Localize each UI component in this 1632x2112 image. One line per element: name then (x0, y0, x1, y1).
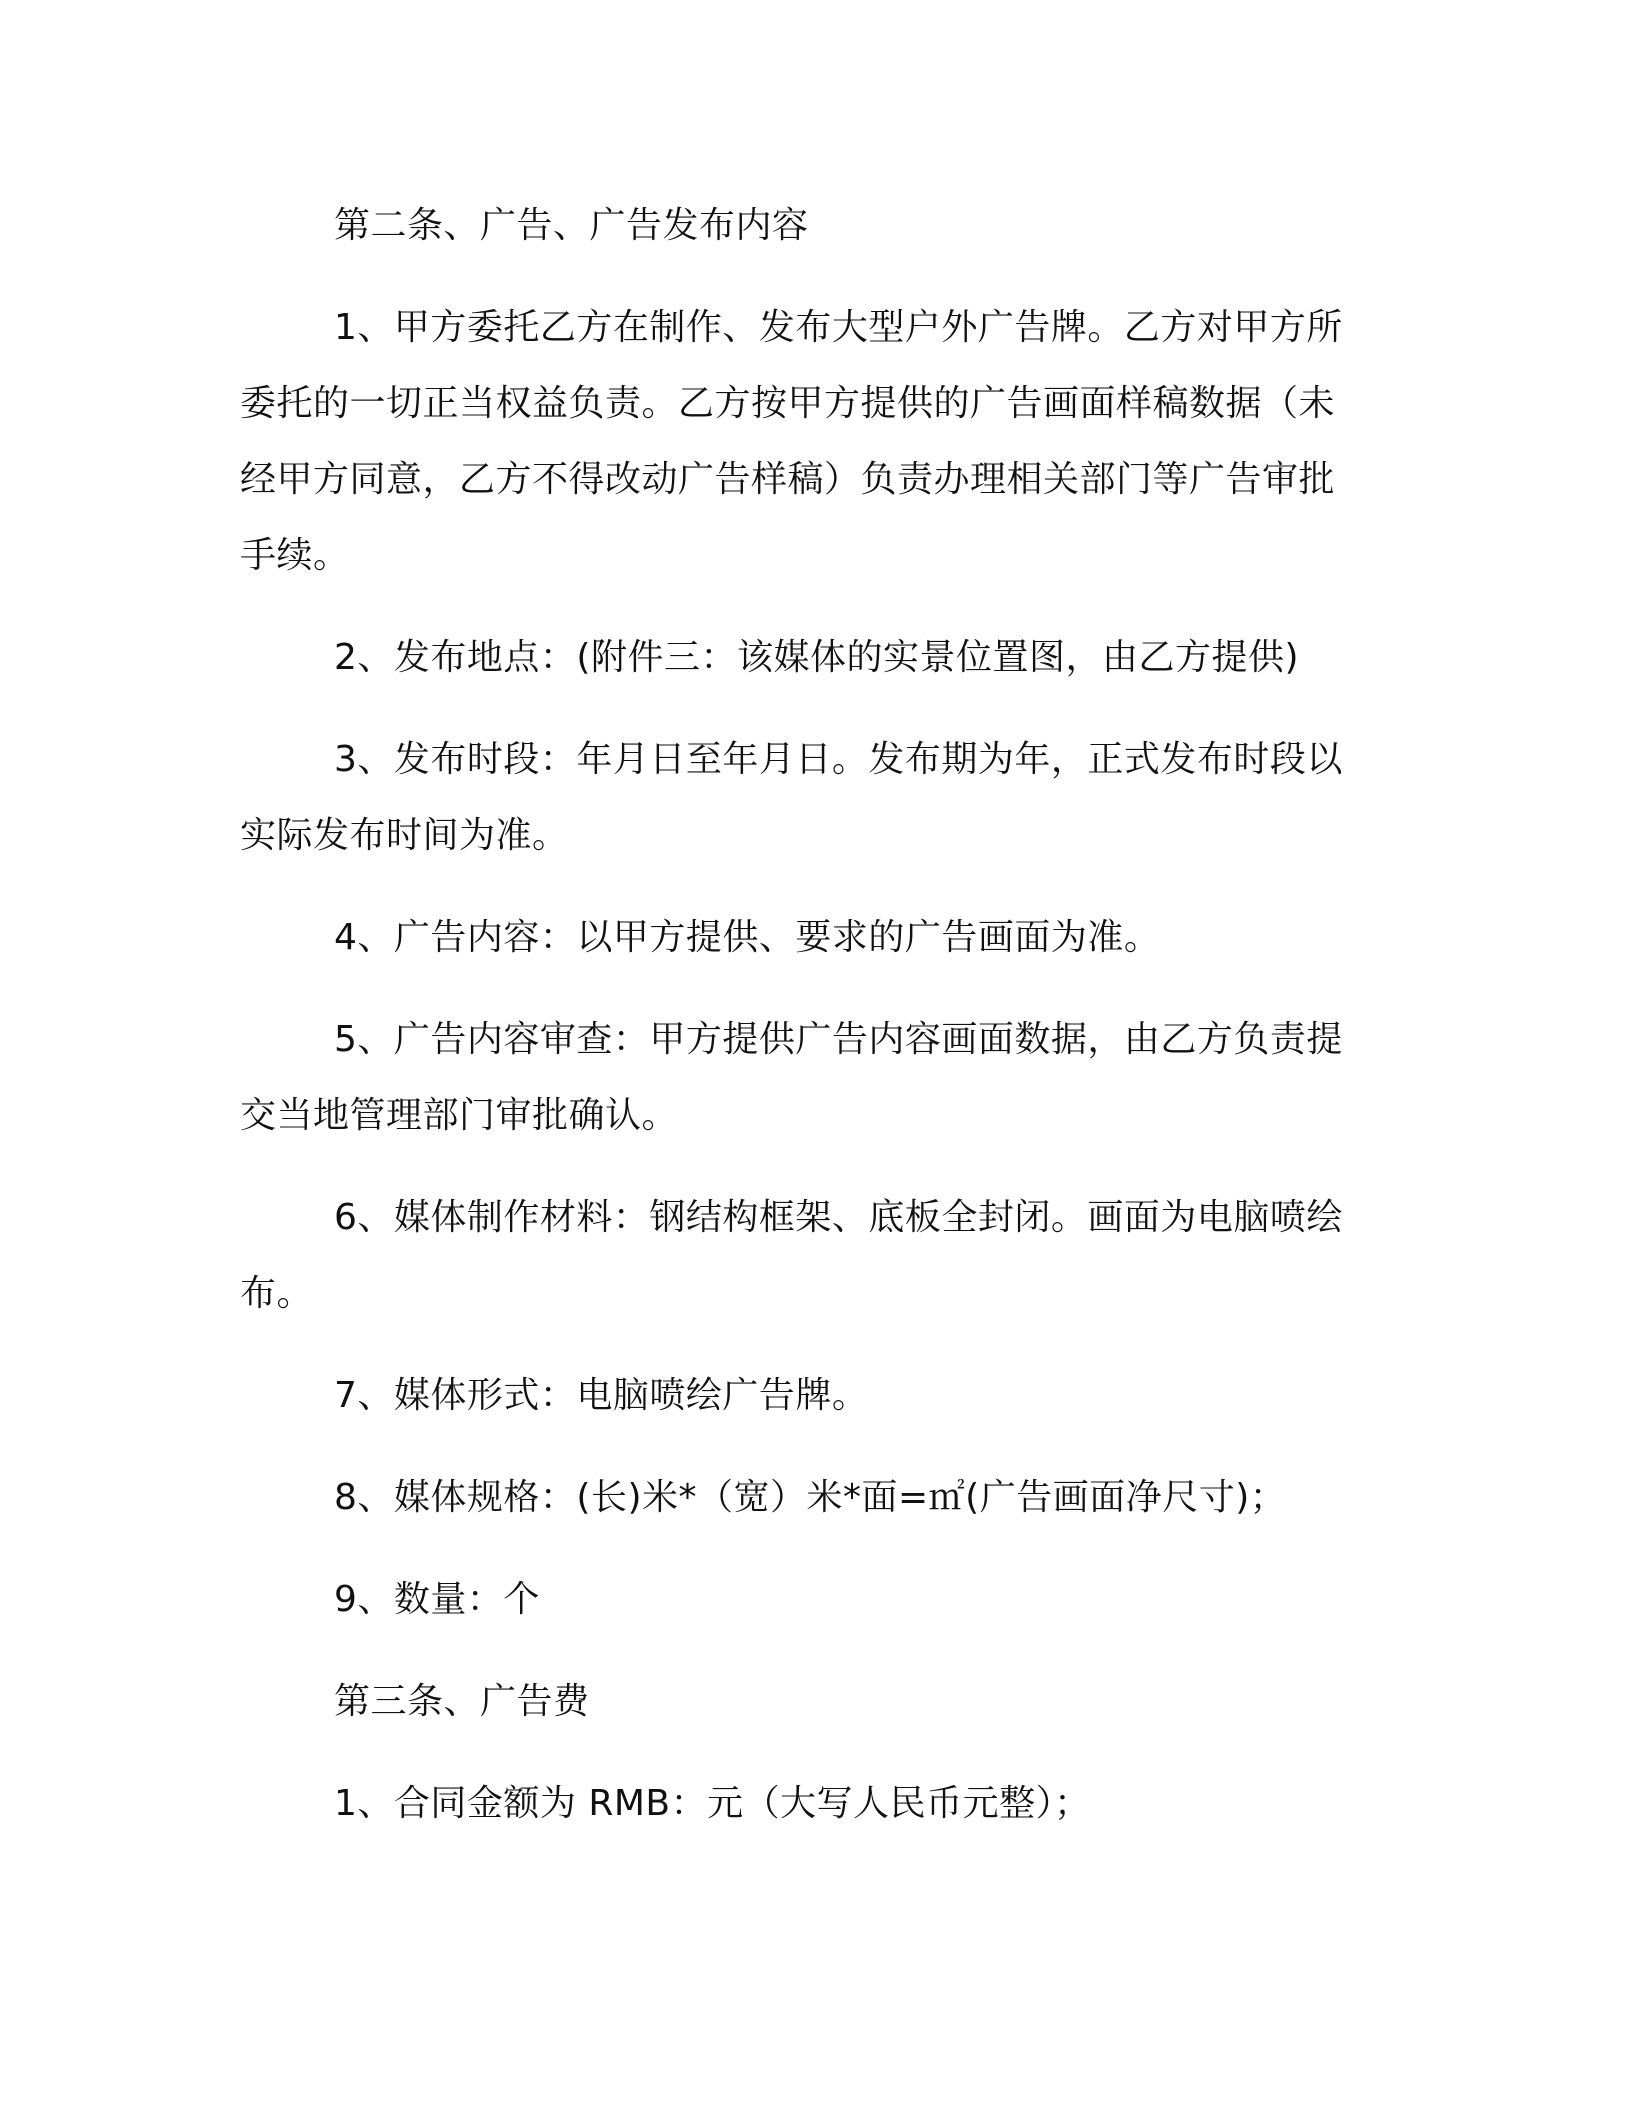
clause-1-commission: 1、甲方委托乙方在制作、发布大型户外广告牌。乙方对甲方所委托的一切正当权益负责。乙方按甲方提供的广告画面样稿数据（未经甲方同意，乙方不得改动广告样稿）负责办理相关部门等广告审批手续。 (240, 307, 1343, 576)
clause-5-review: 5、广告内容审查：甲方提供广告内容画面数据，由乙方负责提交当地管理部门审批确认。 (240, 1019, 1343, 1136)
section-heading-article-3: 第三条、广告费 (334, 1681, 590, 1722)
clause-2-location: 2、发布地点：(附件三：该媒体的实景位置图，由乙方提供) (334, 637, 1299, 678)
document-body (240, 188, 1360, 1842)
clause-7-form: 7、媒体形式：电脑喷绘广告牌。 (334, 1375, 869, 1416)
clause-6-materials: 6、媒体制作材料：钢结构框架、底板全封闭。画面为电脑喷绘布。 (240, 1197, 1343, 1314)
fee-clause-1-amount: 1、合同金额为 RMB：元（大写人民币元整）； (334, 1783, 1091, 1824)
clause-3-period: 3、发布时段：年月日至年月日。发布期为年，正式发布时段以实际发布时间为准。 (240, 739, 1343, 856)
clause-4-content: 4、广告内容：以甲方提供、要求的广告画面为准。 (334, 917, 1161, 958)
clause-8-specification: 8、媒体规格：(长)米*（宽）米*面=㎡(广告画面净尺寸)； (334, 1477, 1287, 1518)
section-heading-article-2: 第二条、广告、广告发布内容 (334, 205, 809, 246)
clause-9-quantity: 9、数量：个 (334, 1579, 540, 1620)
